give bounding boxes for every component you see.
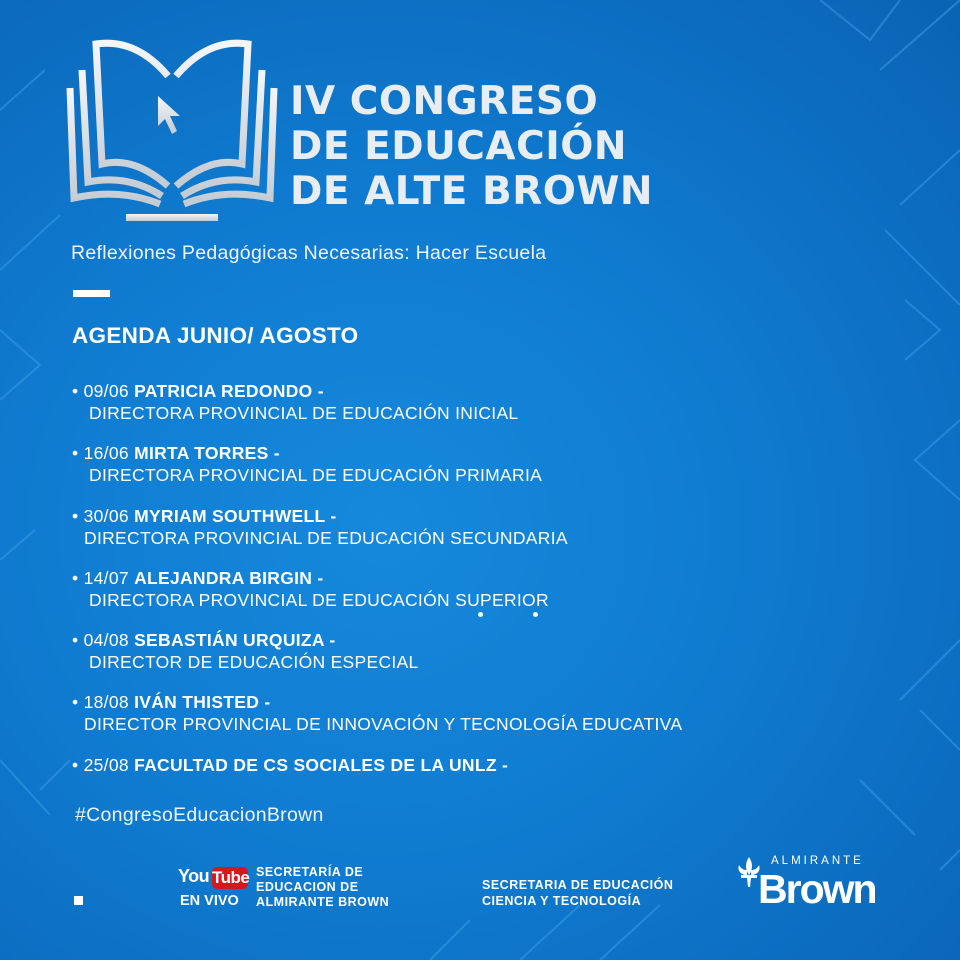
entry-name: IVÁN THISTED - — [134, 692, 271, 712]
decorative-square — [74, 896, 83, 905]
entry-role: DIRECTORA PROVINCIAL DE EDUCACIÓN INICIAL — [89, 403, 519, 423]
entry-role: DIRECTORA PROVINCIAL DE EDUCACIÓN SECUNDARIA — [84, 528, 568, 548]
agenda-entry — [72, 505, 932, 549]
entry-role: DIRECTORA PROVINCIAL DE EDUCACIÓN PRIMARIA — [89, 465, 543, 485]
entry-date: • 14/07 — [72, 568, 129, 588]
agenda-entry — [72, 442, 932, 486]
entry-date: • 30/06 — [72, 506, 129, 526]
agenda-entry — [72, 754, 932, 776]
entry-date: • 25/08 — [72, 755, 129, 775]
brand-wordmark: Brown — [758, 866, 876, 912]
youtube-logo-you: You — [178, 866, 210, 886]
youtube-logo-tube: Tube — [212, 868, 250, 887]
youtube-channel-name — [256, 865, 389, 910]
agenda-heading: AGENDA JUNIO/ AGOSTO — [72, 323, 359, 348]
secretaria-line: CIENCIA Y TECNOLOGÍA — [482, 894, 642, 908]
entry-role: DIRECTOR PROVINCIAL DE INNOVACIÓN Y TECNOLOGÍA EDUCATIVA — [84, 714, 683, 734]
entry-date: • 16/06 — [72, 443, 129, 463]
channel-line: ALMIRANTE BROWN — [256, 895, 390, 909]
congress-title-line-2: DE EDUCACIÓN — [290, 124, 628, 169]
congress-title-line-1: IV CONGRESO — [290, 79, 599, 124]
congress-title-line-3: DE ALTE BROWN — [290, 169, 654, 214]
subtitle: Reflexiones Pedagógicas Necesarias: Hacer Escuela — [71, 242, 547, 264]
divider-dash — [73, 290, 110, 297]
entry-name: MYRIAM SOUTHWELL - — [134, 506, 337, 526]
brand-top-label: ALMIRANTE — [771, 855, 864, 867]
agenda-entry — [72, 629, 932, 673]
agenda-entry — [72, 567, 932, 611]
entry-date: • 09/06 — [72, 381, 129, 401]
entry-date: • 18/08 — [72, 692, 129, 712]
entry-date: • 04/08 — [72, 630, 129, 650]
entry-role: DIRECTORA PROVINCIAL DE EDUCACIÓN SUPERIOR — [89, 590, 549, 610]
agenda-entry — [72, 691, 932, 735]
en-vivo-label: EN VIVO — [180, 893, 239, 909]
channel-line: EDUCACION DE — [256, 880, 359, 894]
entry-role: DIRECTOR DE EDUCACIÓN ESPECIAL — [89, 652, 419, 672]
secretaria-label — [482, 877, 673, 909]
youtube-logo — [178, 866, 248, 890]
almirante-brown-logo — [735, 855, 900, 910]
entry-name: SEBASTIÁN URQUIZA - — [134, 630, 336, 650]
hashtag: #CongresoEducacionBrown — [75, 804, 324, 826]
entry-name: FACULTAD DE CS SOCIALES DE LA UNLZ - — [134, 755, 509, 775]
secretaria-line: SECRETARIA DE EDUCACIÓN — [482, 878, 674, 892]
decorative-dot — [478, 612, 483, 617]
open-book-cursor-icon — [64, 36, 280, 232]
entry-name: ALEJANDRA BIRGIN - — [134, 568, 324, 588]
channel-line: SECRETARÍA DE — [256, 865, 364, 879]
decorative-dot — [533, 612, 538, 617]
entry-name: PATRICIA REDONDO - — [134, 381, 324, 401]
agenda-entry — [72, 380, 932, 424]
entry-name: MIRTA TORRES - — [134, 443, 280, 463]
